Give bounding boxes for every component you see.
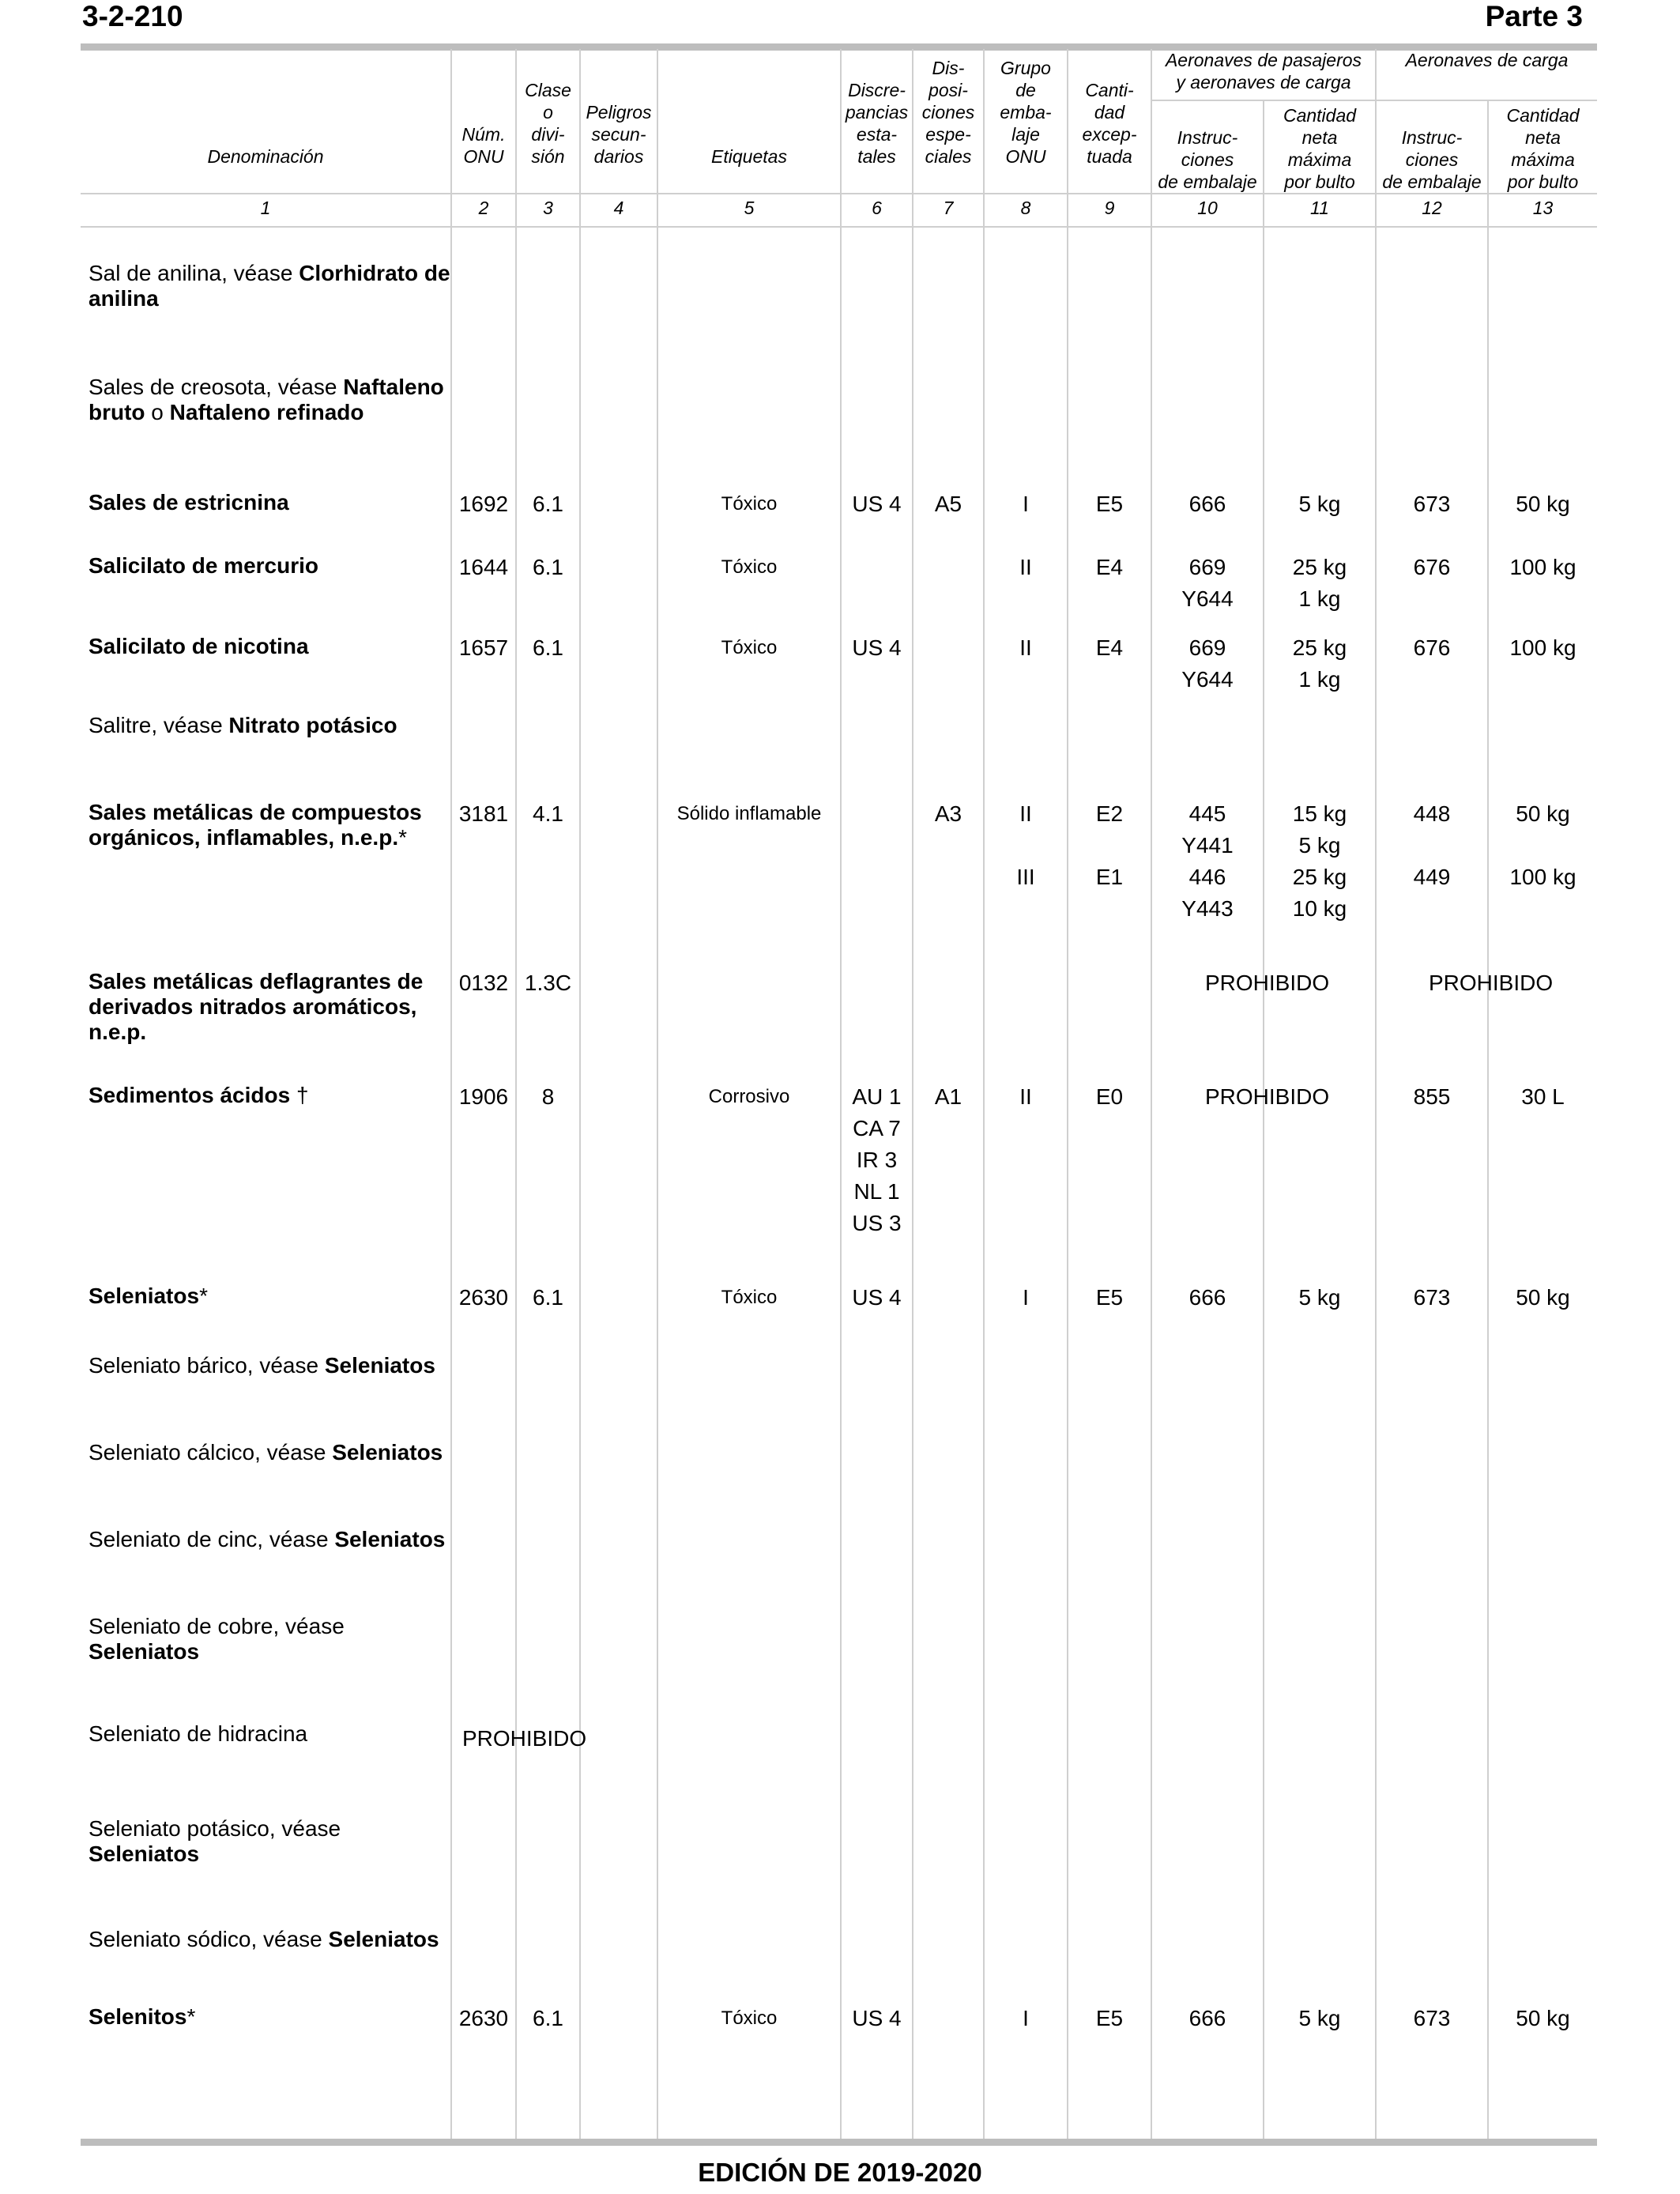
cell-eq: E5 (1095, 2006, 1124, 2030)
cell-pi1: 669 Y644 (1181, 555, 1234, 611)
cell-q2: 50 kg (1516, 492, 1570, 516)
entry-name: Seleniato de hidracina (89, 1721, 308, 1746)
part-label: Parte 3 (1485, 0, 1583, 32)
cell-disc: US 4 (852, 1285, 902, 1310)
cell-cls: 6.1 (533, 635, 563, 660)
prohibited-passenger: PROHIBIDO (1205, 1084, 1330, 1109)
bottom-rule (81, 2139, 1597, 2146)
cell-cls: 6.1 (533, 1285, 563, 1310)
cell-pg: II (1019, 1084, 1032, 1109)
header-denominacion: Denominación (207, 146, 324, 167)
column-number: 9 (1104, 198, 1115, 218)
header-aeronaves-pasajeros: Aeronaves de pasajeros y aeronaves de carga (1165, 50, 1362, 92)
cell-pg: I (1023, 492, 1029, 516)
cell-label: Tóxico (721, 1287, 778, 1308)
cell-label: Corrosivo (708, 1086, 790, 1107)
prohibited-passenger: PROHIBIDO (1205, 971, 1330, 995)
entry-name: Sales de estricnina (89, 490, 289, 515)
column-number: 10 (1197, 198, 1218, 218)
cell-un: 2630 (458, 2006, 509, 2030)
cell-label: Tóxico (721, 2007, 778, 2029)
entry-name: Seleniato cálcico, véase Seleniatos (89, 1440, 443, 1465)
colnum-divider (81, 226, 1597, 228)
cell-label: Sólido inflamable (676, 803, 822, 824)
header-grupo-embalaje: Grupo de emba- laje ONU (1000, 58, 1052, 167)
entry-name: Sal de anilina, véase Clorhidrato de anilina (89, 261, 450, 311)
cell-eq: E5 (1095, 1285, 1124, 1310)
entry-name: Salicilato de nicotina (89, 634, 309, 658)
entry-name: Sales metálicas deflagrantes de derivados nitrados aromáticos, n.e.p. (89, 969, 424, 1044)
column-number: 4 (613, 198, 624, 218)
header-disposiciones: Dis- posi- ciones espe- ciales (921, 58, 975, 167)
cell-pi2: 855 (1413, 1084, 1451, 1109)
cell-pi2: 448 449 (1413, 801, 1451, 889)
edition-footer: EDICIÓN DE 2019-2020 (698, 2158, 982, 2187)
col-divider (1487, 101, 1489, 2140)
cell-label: Tóxico (721, 556, 778, 578)
column-number: 11 (1310, 198, 1329, 218)
header-clase: Clase o divi- sión (525, 80, 571, 167)
cell-q1: 5 kg (1298, 492, 1341, 516)
column-number: 12 (1422, 198, 1442, 218)
cell-sp: A1 (934, 1084, 962, 1109)
header-divider (81, 193, 1597, 194)
column-number: 7 (943, 198, 954, 218)
cell-pi1: 666 (1188, 2006, 1226, 2030)
cell-pi2: 673 (1413, 2006, 1451, 2030)
prohibited-transport: PROHIBIDO (462, 1726, 587, 1751)
header-cantidad-exceptuada: Canti- dad excep- tuada (1082, 80, 1137, 167)
cell-cls: 8 (541, 1084, 555, 1109)
header-discrepancias: Discre- pancias esta- tales (845, 80, 909, 167)
entry-name: Salicilato de mercurio (89, 553, 318, 578)
entry-name: Seleniatos* (89, 1284, 208, 1308)
cell-eq: E2 E1 (1095, 801, 1124, 889)
cell-pi2: 676 (1413, 555, 1451, 579)
entry-name: Selenitos* (89, 2004, 196, 2029)
entry-name: Seleniato bárico, véase Seleniatos (89, 1353, 435, 1378)
cell-eq: E4 (1095, 555, 1124, 579)
cell-un: 1906 (458, 1084, 509, 1109)
column-number: 5 (744, 198, 755, 218)
cell-un: 3181 (458, 801, 509, 826)
cell-q2: 50 kg 100 kg (1509, 801, 1576, 889)
cell-pi1: 669 Y644 (1181, 635, 1234, 692)
header-etiquetas: Etiquetas (711, 146, 787, 167)
header-instrucciones-1: Instruc- ciones de embalaje (1158, 127, 1257, 192)
cell-eq: E4 (1095, 635, 1124, 660)
cell-q2: 30 L (1521, 1084, 1565, 1109)
cell-q1: 25 kg 1 kg (1292, 555, 1347, 611)
header-cantidad-2: Cantidad neta máxima por bulto (1506, 105, 1580, 192)
col-divider (1263, 101, 1264, 2140)
cell-un: 1657 (458, 635, 509, 660)
header-aeronaves-carga: Aeronaves de carga (1405, 50, 1569, 70)
cell-un: 1692 (458, 492, 509, 516)
cell-disc: US 4 (852, 2006, 902, 2030)
page-number: 3-2-210 (82, 0, 183, 32)
col-divider (1151, 49, 1152, 2140)
cell-un: 1644 (458, 555, 509, 579)
header-subdivider (1151, 100, 1597, 101)
cell-pg: II (1019, 635, 1032, 660)
header-num-onu: Núm. ONU (461, 124, 506, 167)
cell-q2: 50 kg (1516, 1285, 1570, 1310)
entry-name: Seleniato de cinc, véase Seleniatos (89, 1527, 446, 1551)
header-instrucciones-2: Instruc- ciones de embalaje (1382, 127, 1482, 192)
cell-pg: II (1019, 555, 1032, 579)
column-number: 13 (1532, 198, 1554, 218)
entry-name: Salitre, véase Nitrato potásico (89, 713, 397, 737)
cell-eq: E5 (1095, 492, 1124, 516)
cell-cls: 6.1 (533, 555, 563, 579)
cell-disc: US 4 (852, 492, 902, 516)
col-divider (579, 49, 581, 2140)
cell-pg: II III (1016, 801, 1035, 889)
cell-q2: 100 kg (1509, 555, 1576, 579)
entry-name: Sales metálicas de compuestos orgánicos, inflamables, n.e.p.* (89, 800, 422, 850)
entry-name: Seleniato de cobre, véase Seleniatos (89, 1614, 345, 1664)
cell-disc: US 4 (852, 635, 902, 660)
column-number: 3 (543, 198, 553, 218)
cell-pi2: 673 (1413, 492, 1451, 516)
cell-sp: A5 (934, 492, 962, 516)
cell-pg: I (1023, 1285, 1029, 1310)
cell-pi1: 666 (1188, 492, 1226, 516)
cell-pi1: 666 (1188, 1285, 1226, 1310)
cell-sp: A3 (934, 801, 962, 826)
entry-name: Seleniato sódico, véase Seleniatos (89, 1927, 439, 1951)
column-number: 6 (872, 198, 882, 218)
cell-q1: 15 kg 5 kg 25 kg 10 kg (1292, 801, 1347, 921)
cell-un: 2630 (458, 1285, 509, 1310)
entry-name: Seleniato potásico, véase Seleniatos (89, 1816, 341, 1866)
prohibited-cargo: PROHIBIDO (1429, 971, 1554, 995)
header-cantidad-1: Cantidad neta máxima por bulto (1283, 105, 1357, 192)
cell-q1: 5 kg (1298, 2006, 1341, 2030)
cell-q1: 25 kg 1 kg (1292, 635, 1347, 692)
cell-q2: 100 kg (1509, 635, 1576, 660)
cell-pi1: 445 Y441 446 Y443 (1181, 801, 1234, 921)
cell-cls: 1.3C (524, 971, 572, 995)
column-number: 2 (478, 198, 489, 218)
cell-eq: E0 (1095, 1084, 1124, 1109)
entry-name: Sales de creosota, véase Naftaleno bruto o Naftaleno refinado (89, 375, 444, 424)
cell-q1: 5 kg (1298, 1285, 1341, 1310)
cell-un: 0132 (458, 971, 509, 995)
cell-pi2: 673 (1413, 1285, 1451, 1310)
cell-pg: I (1023, 2006, 1029, 2030)
cell-label: Tóxico (721, 493, 778, 515)
cell-cls: 6.1 (533, 2006, 563, 2030)
cell-cls: 6.1 (533, 492, 563, 516)
entry-name: Sedimentos ácidos † (89, 1083, 309, 1107)
cell-q2: 50 kg (1516, 2006, 1570, 2030)
column-number: 1 (260, 198, 271, 218)
column-number: 8 (1020, 198, 1031, 218)
header-peligros: Peligros secun- darios (586, 102, 652, 167)
cell-disc: AU 1 CA 7 IR 3 NL 1 US 3 (852, 1084, 902, 1235)
cell-label: Tóxico (721, 637, 778, 658)
cell-cls: 4.1 (533, 801, 563, 826)
cell-pi2: 676 (1413, 635, 1451, 660)
